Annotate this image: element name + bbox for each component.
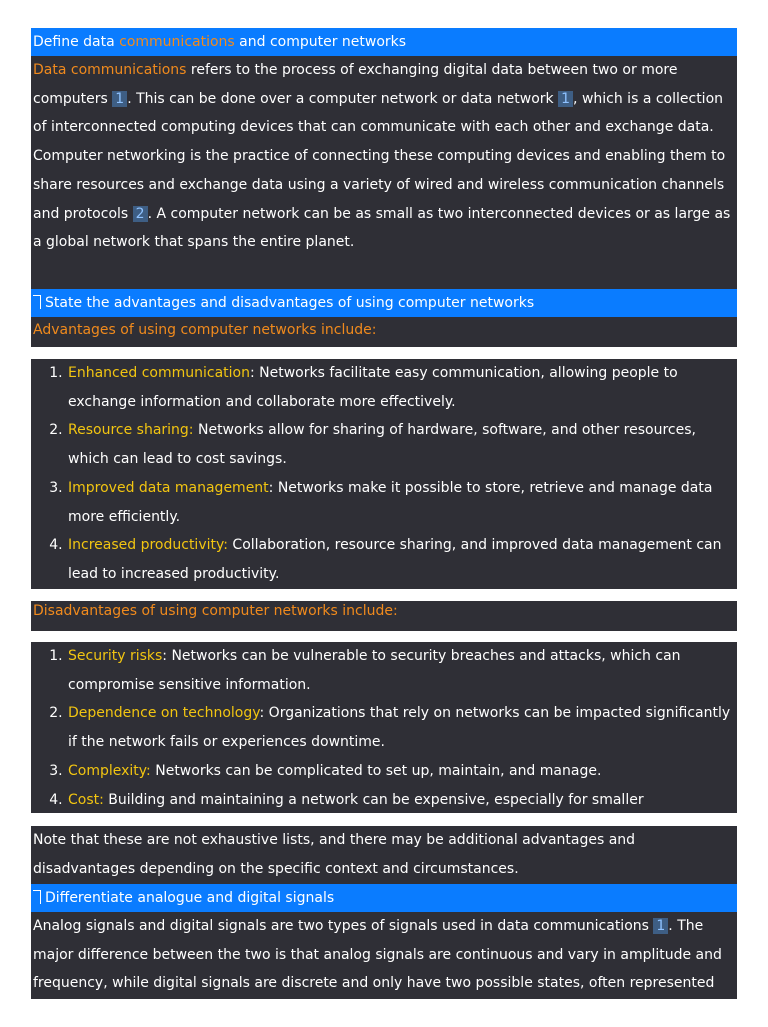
list-item	[67, 699, 735, 756]
disadvantages-list	[31, 642, 737, 813]
note-text: Note that these are not exhaustive lists, and there may be additional advantages and disadvantages depending on the specific context and circumstances.	[33, 832, 636, 877]
list-item	[67, 642, 735, 699]
paragraph-text: Analog signals and digital signals are two types of signals used in data communications	[33, 918, 654, 934]
paragraph-analog-digital	[31, 912, 737, 1021]
advantages-list	[31, 359, 737, 589]
list-desc: : Networks can be vulnerable to security breaches and attacks, which can compromise sensitive information.	[68, 648, 681, 693]
citation-ref[interactable]: 1	[112, 91, 127, 107]
disadvantages-title	[31, 601, 737, 631]
paragraph-data-communications	[31, 56, 737, 290]
citation-ref[interactable]: 1	[653, 918, 668, 934]
paragraph-text: refers to the process of exchanging digital data between two or more computers	[33, 62, 678, 107]
heading-define-data-communications	[31, 28, 737, 56]
list-term: Dependence on technology	[68, 705, 260, 722]
list-desc: : Networks make it possible to store, retrieve and manage data more efficiently.	[68, 479, 713, 525]
list-item	[67, 531, 735, 588]
list-item	[67, 416, 735, 473]
list-item	[67, 359, 735, 416]
paragraph-text: , which is a collection of interconnected computing devices that can communicate with each other and exchange data. Computer networking is the practice of connecting these computing devices and enabling them to share resources and exchange data using a variety of wired and wireless communication channels and protocols	[33, 90, 726, 222]
note-paragraph	[31, 826, 737, 884]
paragraph-text: . The major difference between the two is that analog signals are continuous and vary in amplitude and frequency, while digital signals are discrete and only have two possible states, often represented by 0 and 1.	[33, 918, 722, 1021]
list-item	[67, 474, 735, 531]
heading-text-end: and computer networks	[234, 34, 407, 50]
list-desc: Building and maintaining a network can be expensive, especially for smaller	[108, 791, 644, 808]
advantages-title-text: Advantages of using computer networks include:	[33, 322, 377, 338]
heading-text: State the advantages and disadvantages of using computer networks	[45, 295, 535, 311]
list-term: Increased productivity:	[68, 537, 228, 554]
disadvantages-title-text: Disadvantages of using computer networks include:	[33, 603, 398, 619]
citation-ref[interactable]: 2	[133, 206, 148, 222]
advantages-title	[31, 317, 737, 347]
list-desc: Networks can be complicated to set up, maintain, and manage.	[150, 762, 602, 779]
heading-analogue-digital	[31, 884, 737, 912]
heading-text: Differentiate analogue and digital signals	[45, 890, 335, 906]
list-desc: : Organizations that rely on networks can be impacted significantly if the network fails or experiences downtime.	[68, 705, 731, 751]
bracket-icon	[33, 295, 41, 309]
heading-advantages-disadvantages	[31, 289, 737, 317]
list-term: Improved data management	[68, 479, 269, 496]
citation-ref[interactable]: 1	[558, 91, 573, 107]
paragraph-text: . A computer network can be as small as two interconnected devices or as large as a global network that spans the entire planet.	[33, 205, 731, 251]
list-term: Security risks	[68, 648, 163, 664]
list-term: Complexity:	[68, 762, 151, 779]
heading-text: Define data	[33, 34, 120, 50]
bracket-icon	[33, 890, 41, 904]
list-desc: Collaboration, resource sharing, and improved data management can lead to increased productivity.	[68, 537, 722, 582]
heading-highlight: communications	[119, 34, 235, 50]
paragraph-text: . This can be done over a computer network or data network	[127, 90, 559, 107]
list-term: Resource sharing:	[68, 422, 194, 439]
list-desc: : Networks facilitate easy communication, allowing people to exchange information and collaborate more effectively.	[68, 365, 678, 410]
list-item	[67, 757, 735, 786]
term-data-communications: Data communications	[33, 62, 187, 78]
list-term: Cost:	[68, 791, 104, 808]
list-term: Enhanced communication	[68, 365, 250, 381]
list-desc: Networks allow for sharing of hardware, software, and other resources, which can lead to cost savings.	[68, 422, 696, 468]
